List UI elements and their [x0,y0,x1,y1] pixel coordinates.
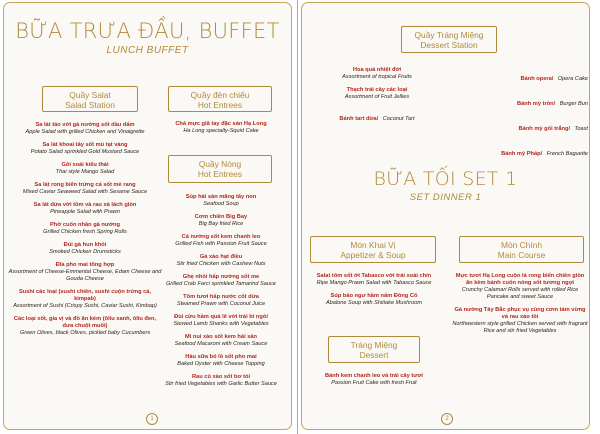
menu-item-vn: Phở cuốn nhân gà nướng [49,222,121,228]
menu-item-vn: Gỏi xoài kiểu thái [61,162,109,168]
menu-item-vn: Gà nướng Tây Bắc phục vụ cùng cơm tám vừng và rau xào tỏi [454,307,586,320]
menu-item-en: Steamed Prawn with Coconut Juice [176,301,266,307]
menu-item [163,314,279,328]
main-course-en: Main Course [497,250,546,260]
menu-item-vn: Bánh mỳ gối trắng/ [518,126,571,132]
menu-item-vn: Tôm tươi hấp nước cốt dừa [183,294,259,300]
menu-item [8,262,162,283]
menu-item-vn: Cá nướng sốt kem chanh leo [181,234,261,240]
menu-item [163,294,279,308]
menu-item-en: Assortment of Sushi (Crispy Sushi, Caviar Sushi, Kimbap) [13,303,157,309]
menu-item-vn: Bánh kem chanh leo và trái cây tươi [325,373,423,379]
menu-item-en: Opera Cake [557,76,588,82]
menu-item [454,92,588,110]
menu-item [306,293,442,307]
menu-item-en: Baked Oyster with Cheese Topping [177,361,265,367]
appetizer-header [310,236,436,263]
set-dinner-title: BỮA TỐI SET 1 [373,168,518,190]
menu-item-vn: Salat tôm sốt ớt Tabasco với trái xoài chín [316,273,432,279]
menu-item-vn: Mực tươi Hạ Long cuộn lá rong biển chiên giòn ăn kèm bánh cuốn nóng sốt tương ngọt [455,273,585,286]
menu-item-en: Potato Salad sprinkled Gold Mustard Sauce [30,149,140,155]
menu-item-vn: Sa lát rong biển trứng cá sốt mè rang [34,182,136,188]
dessert-header [328,336,420,363]
page-number: 1 [146,413,158,425]
menu-item-en: Green Olives, black Olives, pickled baby Cucumbers [19,330,151,336]
menu-item [163,274,279,288]
menu-item [163,234,279,248]
salad-station-header [42,86,138,112]
menu-item-vn: Đĩa pho mai tổng hợp [55,262,115,268]
menu-item-en: Passion Fruit Cake with fresh Fruit [331,380,417,386]
menu-item-en: Assortment of Cheese-Emmental Cheese, Edam Cheese and Gouda Cheese [8,269,162,282]
menu-item-en: Toast [574,126,588,132]
appetizer-en: Appetizer & Soup [340,250,406,260]
hot-entrees-en: Hot Entrees [197,100,243,110]
hot-station-vn: Quầy Nóng [198,159,242,169]
menu-item [454,142,588,160]
menu-item-vn: Bánh tart dừa/ [339,116,379,122]
menu-item-vn: Cơm chiên Big Bay [194,214,248,220]
dessert-station-left-list [310,67,444,131]
hot-entrees-vn: Quầy đèn chiếu [190,90,250,100]
menu-item [306,273,442,287]
salad-station-en: Salad Station [65,100,115,110]
menu-item-en: Stir fried Chicken with Cashew Nuts [176,261,266,267]
hot-station-en: Hot Entrees [197,169,243,179]
menu-item-en: Thai style Mango Salad [55,169,115,175]
menu-item-vn: Hoa quả nhiệt đới [352,67,402,73]
menu-item-en: Coconut Tart [382,116,415,122]
menu-page-1 [3,2,292,430]
menu-item [8,316,162,337]
menu-item [306,373,442,387]
menu-item-vn: Bánh mỳ Pháp/ [501,151,543,157]
menu-item-en: Apple Salad with grilled Chicken and Vinaigrette [25,129,145,135]
menu-item-vn: Bánh mỳ tròn/ [517,101,556,107]
menu-item [163,214,279,228]
dessert-item-list [306,373,442,393]
menu-item [163,254,279,268]
main-course-header [459,236,584,263]
menu-item [8,142,162,156]
dessert-station-vn: Quầy Tráng Miệng [414,30,484,40]
menu-item [8,122,162,136]
menu-item [8,182,162,196]
page-number: 2 [441,413,453,425]
menu-item-vn: Chả mực giã tay đặc sản Hạ Long [175,121,267,127]
menu-item-vn: Rau củ xào sốt bơ tỏi [191,374,251,380]
menu-item-vn: Súp bào ngư hầm nấm Đông Cô [330,293,418,299]
menu-item [310,87,444,101]
menu-page-2 [301,2,590,430]
menu-item [163,194,279,208]
menu-item [454,67,588,85]
menu-item [454,117,588,135]
menu-item [452,273,588,301]
menu-item-vn: Sushi các loại (sushi chiên, sushi cuộn trứng cá, kimpab) [18,289,152,302]
menu-item-en: French Baguette [546,151,588,157]
menu-item-vn: Thạch trái cây các loại [346,87,408,93]
menu-item-en: Seafood Soup [203,201,239,207]
menu-item-en: Stir fried Vegetables with Garlic Butter Sauce [165,381,277,387]
menu-item [8,242,162,256]
main-course-vn: Món Chính [501,240,542,250]
menu-item-en: Pineapple Salad with Prawn [50,209,120,215]
salad-item-list [8,122,162,343]
menu-item [163,334,279,348]
menu-item-en: Ripe Mango Prawn Salad with Tabasco Sauce [316,280,432,286]
menu-item [8,162,162,176]
menu-item-en: Stewed Lamb Shanks with Vegetables [173,321,269,327]
dessert-vn: Tráng Miệng [350,340,398,350]
main-course-item-list [452,273,588,341]
menu-item-en: Seafood Macaroni with Cream Sauce [174,341,268,347]
menu-item-vn: Mì nui xào sốt kem hải sản [184,334,258,340]
menu-item-vn: Ghẹ nhồi hấp nướng sốt me [182,274,260,280]
menu-item-vn: Sa lát dứa với tôm và rau xà lách giòn [33,202,137,208]
appetizer-vn: Món Khai Vị [350,240,396,250]
menu-item-en: Smoked Chicken Drumsticks [49,249,121,255]
lunch-title: BỮA TRƯA ĐẦU, BUFFET [15,19,280,43]
page-fold [297,0,298,434]
dessert-station-en: Dessert Station [420,40,478,50]
menu-item-vn: Hàu sữa bỏ lò sốt pho mai [185,354,257,360]
menu-item-en: Abalone Soup with Shiitake Mushroom [325,300,423,306]
dessert-station-right-list [454,67,588,167]
menu-item-en: Ha Long specialty-Squid Cake [183,128,259,134]
menu-item-en: Grilled Fish with Passion Fruit Sauce [175,241,267,247]
dessert-station-header [401,26,497,53]
appetizer-item-list [306,273,442,313]
hot-station-item-list [163,194,279,394]
menu-item-en: Mixed Caviar Seaweed Salad with Sesame Sauce [22,189,148,195]
menu-item-en: Grilled Chicken fresh Spring Rolls [43,229,127,235]
menu-item-en: Assortment of tropical Fruits [342,74,412,80]
menu-item-en: Big Bay fried Rice [198,221,244,227]
lunch-subtitle: LUNCH BUFFET [106,45,189,56]
menu-item [163,374,279,388]
hot-station-header [168,155,272,183]
menu-item-vn: Đùi cừu hầm quả lê với trái bí ngòi [174,314,268,320]
menu-item [163,121,279,135]
menu-item [310,107,444,125]
menu-item-vn: Đùi gà hun khói [63,242,107,248]
dessert-en: Dessert [359,350,389,360]
menu-item-en: Burger Bun [559,101,588,107]
menu-item [8,202,162,216]
menu-item [163,354,279,368]
hot-entrees-header [168,86,272,112]
hot-entrees-item-list [163,121,279,141]
menu-item [310,67,444,81]
menu-item-en: Assortment of Fruit Jellies [344,94,410,100]
menu-item-en: Grilled Crab Farci sprinkled Tamarind Sauce [166,281,276,287]
menu-item-vn: Súp hải sản măng tây non [185,194,257,200]
menu-item-vn: Các loại xốt, gia vị và đồ ăn kèm (ôliu xanh, ôliu đen, dưa chuột muối) [13,316,157,329]
menu-item [452,307,588,335]
menu-item-vn: Sa lát táo với gà nướng sốt dầu dấm [35,122,135,128]
menu-item-vn: Sa lát khoai tây sốt mù tạt vàng [42,142,128,148]
menu-item-en: Crunchy Calamari Rolls served with rolled Rice Pancake and sweet Sauce [461,287,579,300]
menu-item-en: Northwestern style grilled Chicken served with fragrant Rice and stir fried Vegetables [452,321,588,334]
set-dinner-subtitle: SET DINNER 1 [409,192,482,203]
menu-item-vn: Gà xào hạt điều [199,254,243,260]
menu-item [8,289,162,310]
salad-station-vn: Quầy Salat [69,90,111,100]
menu-item-vn: Bánh opera/ [520,76,554,82]
menu-item [8,222,162,236]
